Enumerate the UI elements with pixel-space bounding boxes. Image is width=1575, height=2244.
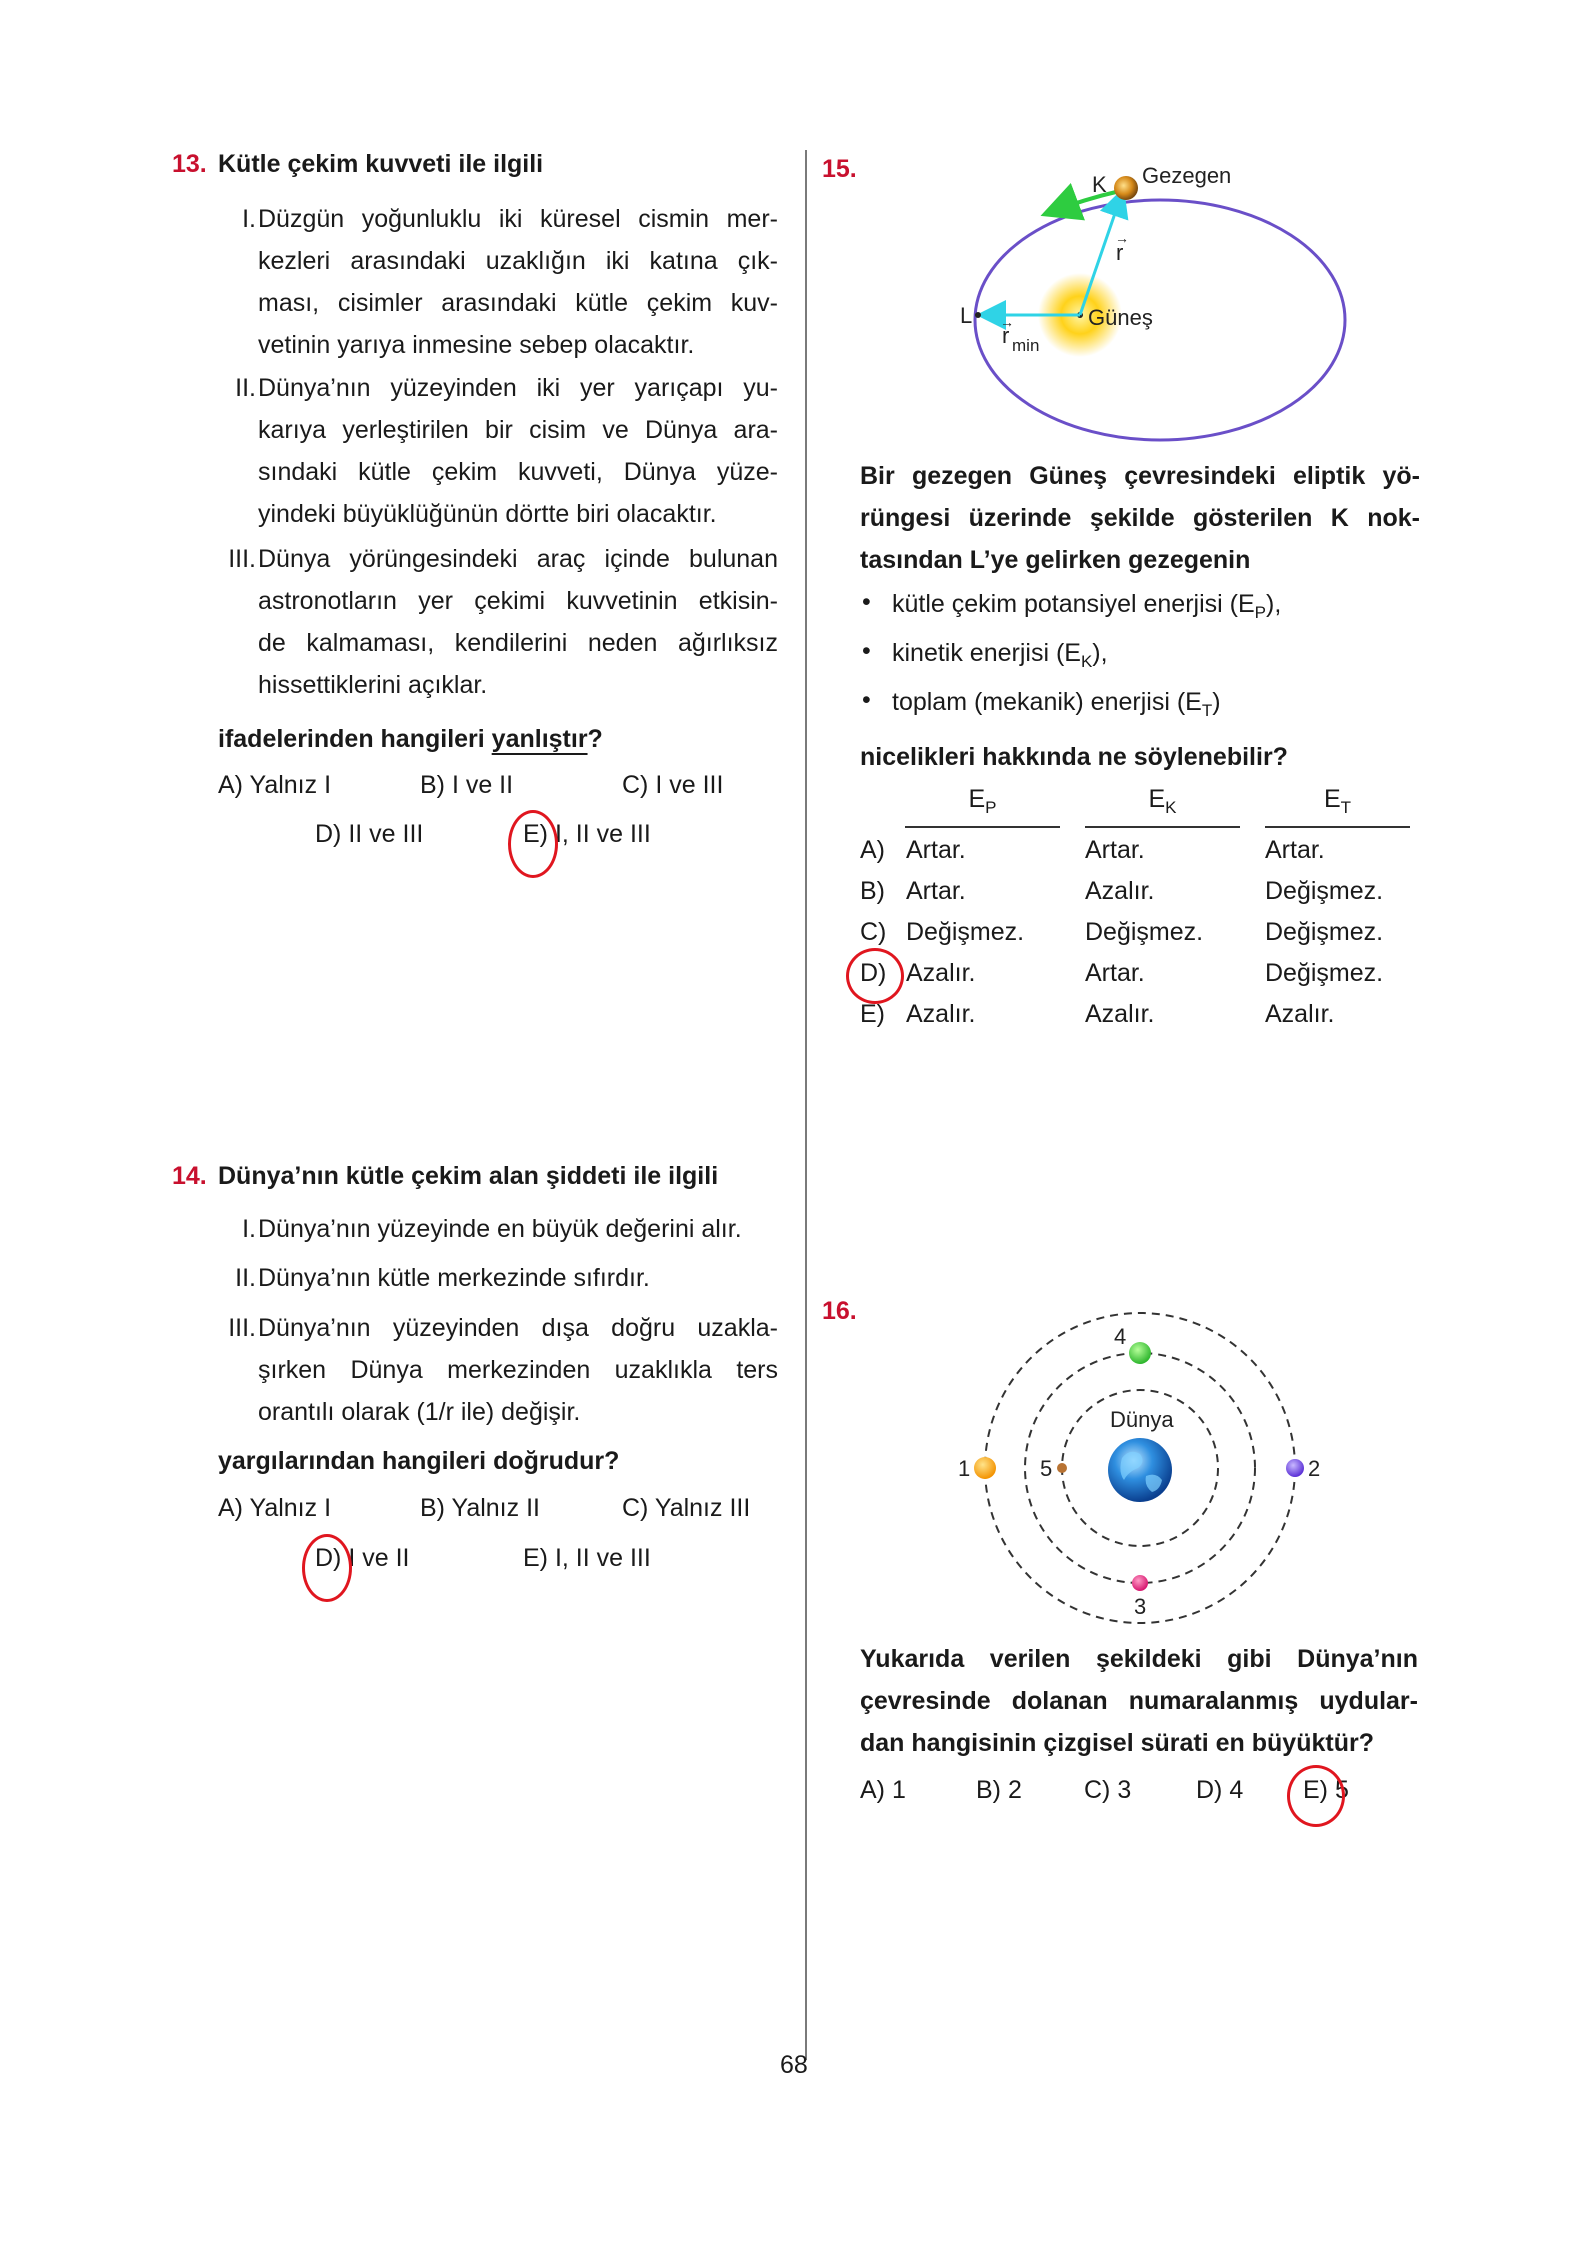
sat-1-label: 1: [958, 1456, 971, 1481]
q13-item-1-roman: I.: [242, 205, 256, 233]
q13-item-3-line: astronotların yer çekimi kuvvetinin etkisin-: [258, 587, 778, 615]
l-point: [975, 312, 981, 318]
q15-option-e-label[interactable]: E): [860, 1000, 885, 1028]
satellite-1: [974, 1457, 996, 1479]
bullet-end: ),: [1092, 639, 1108, 667]
q13-answer-mark: [508, 810, 558, 878]
satellite-3: [1132, 1575, 1148, 1591]
q14-option-e[interactable]: E) I, II ve III: [523, 1544, 651, 1572]
q15-option-d-label[interactable]: D): [860, 959, 887, 987]
q14-item-2: Dünya’nın kütle merkezinde sıfırdır.: [258, 1264, 650, 1292]
q14-item-1-roman: I.: [242, 1215, 256, 1243]
q15-option-c-ep: Değişmez.: [906, 918, 1025, 946]
q13-option-c[interactable]: C) I ve III: [622, 771, 724, 799]
q14-option-a[interactable]: A) Yalnız I: [218, 1494, 332, 1522]
q13-option-a[interactable]: A) Yalnız I: [218, 771, 332, 799]
satellite-diagram: [950, 1300, 1330, 1640]
q14-item-1: Dünya’nın yüzeyinde en büyük değerini alır.: [258, 1215, 742, 1243]
header-main: E: [1148, 785, 1166, 813]
r-label-arrow: →: [1115, 230, 1129, 246]
q15-option-b-ek: Azalır.: [1085, 877, 1155, 905]
q16-option-e[interactable]: E) 5: [1303, 1776, 1349, 1804]
q15-option-c-ek: Değişmez.: [1085, 918, 1204, 946]
q13-item-1: [258, 198, 778, 366]
q13-question-prefix: ifadelerinden hangileri: [218, 725, 492, 753]
q15-option-b-label[interactable]: B): [860, 877, 885, 905]
q16-answer-mark: [1287, 1765, 1345, 1827]
q14-item-2-roman: II.: [235, 1264, 256, 1292]
q13-question-underlined: yanlıştır: [491, 725, 588, 753]
q13-item-1-line: ması, cisimler arasındaki kütle çekim kuv-: [258, 289, 778, 317]
q15-stem-line: rüngesi üzerinde şekilde gösterilen K nok-: [860, 504, 1420, 532]
q15-stem-line: tasından L’ye gelirken gezegenin: [860, 546, 1251, 574]
q15-option-e-ep: Azalır.: [906, 1000, 976, 1028]
bullet-text: kinetik enerjisi (E: [892, 639, 1081, 667]
bullet-text: toplam (mekanik) enerjisi (E: [892, 688, 1202, 716]
q13-item-2-line: Dünya’nın yüzeyinden iki yer yarıçapı yu-: [258, 374, 778, 402]
bullet-sub: P: [1254, 603, 1266, 622]
orbit-ellipse: [975, 200, 1345, 440]
q16-option-d[interactable]: D) 4: [1196, 1776, 1244, 1804]
q14-item-3-roman: III.: [228, 1314, 256, 1342]
q15-question: nicelikleri hakkında ne söylenebilir?: [860, 743, 1288, 771]
earth-label: Dünya: [1110, 1407, 1174, 1432]
q15-option-d-ek: Artar.: [1085, 959, 1145, 987]
q15-bullet-2: •: [862, 637, 871, 665]
q13-title: Kütle çekim kuvveti ile ilgili: [218, 150, 544, 178]
q16-stem-line: dan hangisinin çizgisel sürati en büyüktür?: [860, 1729, 1374, 1757]
header-main: E: [968, 785, 986, 813]
q15-option-a-label[interactable]: A): [860, 836, 885, 864]
orbit-diagram: [960, 155, 1360, 445]
q15-stem-line: Bir gezegen Güneş çevresindeki eliptik yö-: [860, 462, 1420, 490]
earth: [1108, 1438, 1172, 1502]
q15-stem: [860, 455, 1420, 581]
bullet-end: ),: [1266, 590, 1282, 618]
rmin-label-arrow: →: [1000, 314, 1014, 330]
q13-item-3-roman: III.: [228, 545, 256, 573]
planet-label: Gezegen: [1142, 163, 1232, 188]
bullet-sub: K: [1080, 652, 1093, 671]
q13-item-2-line: yindeki büyüklüğünün dörtte biri olacaktır.: [258, 500, 717, 528]
q14-option-d[interactable]: D) I ve II: [315, 1544, 410, 1572]
q14-title: Dünya’nın kütle çekim alan şiddeti ile ilgili: [218, 1162, 719, 1190]
q13-item-2-line: karıya yerleştirilen bir cisim ve Dünya ara-: [258, 416, 778, 444]
q16-number: 16.: [822, 1297, 857, 1325]
bullet-sub: T: [1201, 701, 1213, 720]
q13-item-1-line: kezleri arasındaki uzaklığın iki katına çık-: [258, 247, 778, 275]
header-sub: K: [1165, 798, 1177, 817]
header-main: E: [1323, 785, 1341, 813]
q15-bullet-1: •: [862, 588, 871, 616]
q13-number: 13.: [172, 150, 207, 178]
q14-option-c[interactable]: C) Yalnız III: [622, 1494, 751, 1522]
q13-question-suffix: ?: [587, 725, 603, 753]
header-sub: P: [985, 798, 997, 817]
q16-option-b[interactable]: B) 2: [976, 1776, 1022, 1804]
q13-item-3-line: hissettiklerini açıklar.: [258, 671, 488, 699]
q14-item-3-line: orantılı olarak (1/r ile) değişir.: [258, 1398, 581, 1426]
header-sub: T: [1340, 798, 1352, 817]
q15-header-rule: [1265, 826, 1410, 828]
q15-header-rule: [1085, 826, 1240, 828]
l-label: L: [960, 303, 973, 328]
rmin-label: r: [1002, 323, 1010, 348]
q14-item-3: [258, 1307, 778, 1433]
satellite-4: [1129, 1342, 1151, 1364]
q15-option-d-et: Değişmez.: [1265, 959, 1384, 987]
q15-bullet-2-text: [892, 637, 1108, 678]
q13-item-2-line: sındaki kütle çekim kuvveti, Dünya yüze-: [258, 458, 778, 486]
q13-option-b[interactable]: B) I ve II: [420, 771, 514, 799]
q15-option-b-ep: Artar.: [906, 877, 966, 905]
q14-item-3-line: Dünya’nın yüzeyinden dışa doğru uzakla-: [258, 1314, 778, 1342]
q13-option-d[interactable]: D) II ve III: [315, 820, 424, 848]
q14-item-3-line: şırken Dünya merkezinden uzaklıkla ters: [258, 1356, 778, 1384]
q15-header-et: [1265, 785, 1410, 818]
satellite-5: [1057, 1463, 1067, 1473]
q15-option-c-et: Değişmez.: [1265, 918, 1384, 946]
q15-option-e-et: Azalır.: [1265, 1000, 1335, 1028]
q14-option-b[interactable]: B) Yalnız II: [420, 1494, 540, 1522]
q16-stem-line: Yukarıda verilen şekildeki gibi Dünya’nın: [860, 1645, 1418, 1673]
q14-number: 14.: [172, 1162, 207, 1190]
page-number: 68: [780, 2051, 808, 2079]
planet: [1114, 176, 1138, 200]
q13-item-3-line: de kalmaması, kendilerini neden ağırlıksız: [258, 629, 778, 657]
satellite-2: [1286, 1459, 1304, 1477]
q13-item-1-line: vetinin yarıya inmesine sebep olacaktır.: [258, 331, 695, 359]
sat-5-label: 5: [1040, 1456, 1053, 1481]
r-label: r: [1116, 240, 1124, 265]
q14-answer-mark: [302, 1534, 352, 1602]
q13-item-1-line: Düzgün yoğunluklu iki küresel cismin mer-: [258, 205, 778, 233]
sat-3-label: 3: [1134, 1594, 1147, 1619]
rmin-sub: min: [1012, 336, 1040, 355]
q16-option-c[interactable]: C) 3: [1084, 1776, 1132, 1804]
q16-stem-line: çevresinde dolanan numaralanmış uydular-: [860, 1687, 1418, 1715]
q16-option-a[interactable]: A) 1: [860, 1776, 906, 1804]
q13-option-e[interactable]: E) I, II ve III: [523, 820, 651, 848]
q15-bullet-3-text: [892, 686, 1221, 727]
q13-item-2: [258, 367, 778, 535]
q13-item-2-roman: II.: [235, 374, 256, 402]
q15-bullet-3: •: [862, 686, 871, 714]
sat-4-label: 4: [1114, 1324, 1127, 1349]
q15-option-b-et: Değişmez.: [1265, 877, 1384, 905]
q15-option-d-ep: Azalır.: [906, 959, 976, 987]
q15-option-a-ek: Artar.: [1085, 836, 1145, 864]
q13-item-3-line: Dünya yörüngesindeki araç içinde bulunan: [258, 545, 778, 573]
bullet-end: ): [1212, 688, 1221, 716]
q15-option-a-ep: Artar.: [906, 836, 966, 864]
q15-header-rule: [905, 826, 1060, 828]
q16-stem: [860, 1638, 1418, 1764]
sat-2-label: 2: [1308, 1456, 1321, 1481]
bullet-text: kütle çekim potansiyel enerjisi (E: [892, 590, 1255, 618]
q13-item-3: [258, 538, 778, 706]
q15-header-ep: [905, 785, 1060, 818]
q13-question: [218, 718, 603, 760]
q15-number: 15.: [822, 155, 857, 183]
k-label: K: [1092, 172, 1107, 197]
q15-bullet-1-text: [892, 588, 1281, 629]
q15-option-c-label[interactable]: C): [860, 918, 887, 946]
q15-header-ek: [1085, 785, 1240, 818]
q14-question: yargılarından hangileri doğrudur?: [218, 1447, 620, 1475]
sun-label: Güneş: [1088, 305, 1153, 330]
q15-option-e-ek: Azalır.: [1085, 1000, 1155, 1028]
column-divider: [805, 150, 807, 2060]
q15-option-a-et: Artar.: [1265, 836, 1325, 864]
